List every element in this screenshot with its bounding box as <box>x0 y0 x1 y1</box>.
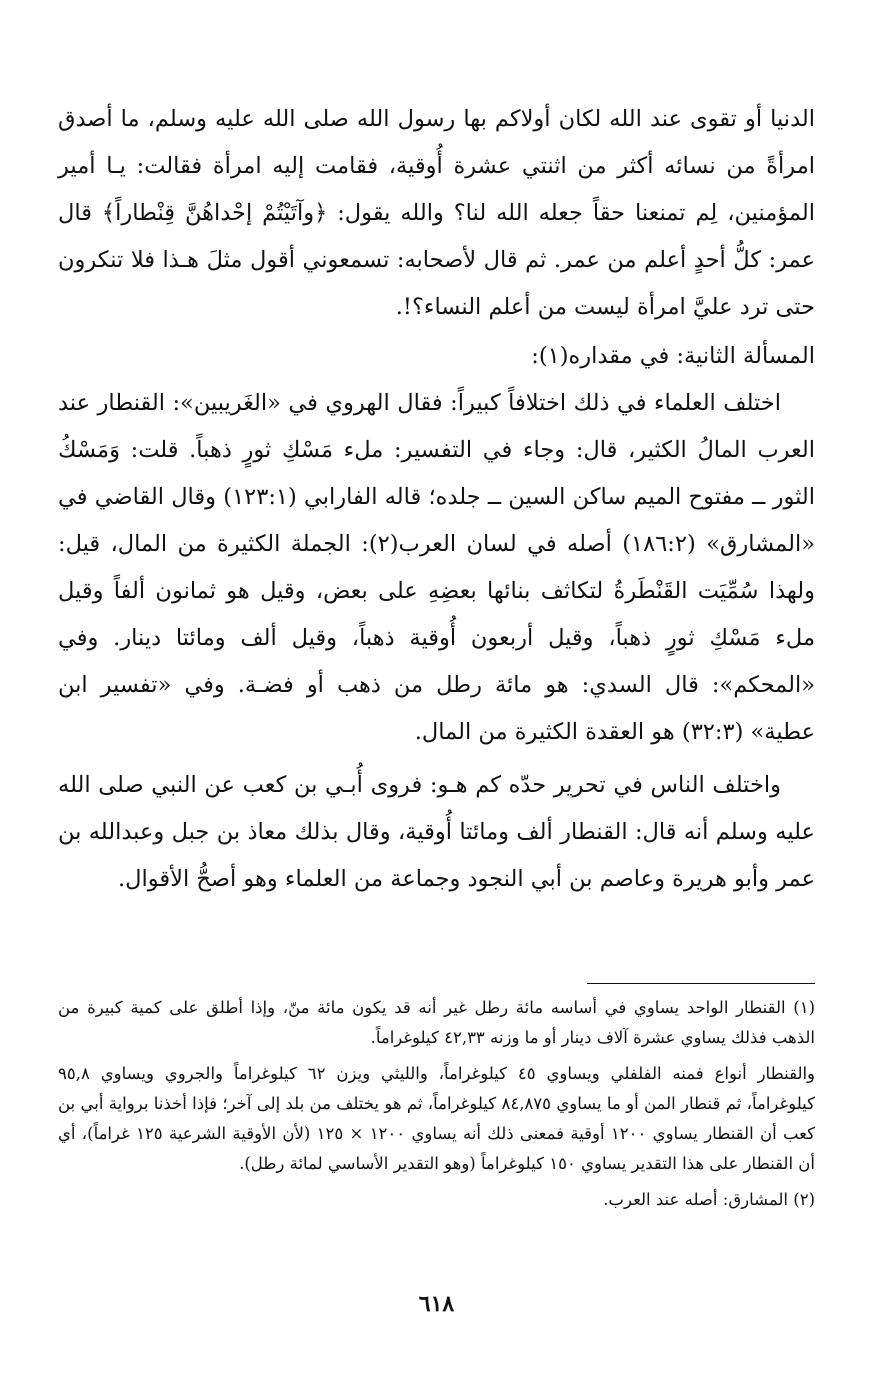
paragraph: واختلف الناس في تحرير حدّه كم هـو: فروى أُبـي بن كعب عن النبي صلى الله عليه وسلم أنه قال: القنطار ألف ومائتا أُوقية، وقال بذلك معاذ بن جبل وعبدالله بن عمر وأبو هريرة وعاصم بن أبي النجود وجماعة من العلماء وهو أصحُّ الأقوال. <box>58 772 815 892</box>
footnote-1: (١) القنطار الواحد يساوي في أساسه مائة رطل غير أنه قد يكون مائة منّ، وإذا أطلق على كمية كبيرة من الذهب فذلك يساوي عشرة آلاف دينار أو ما وزنه ٤٢,٣٣ كيلوغراماً. <box>58 998 815 1047</box>
page-number: ٦١٨ <box>418 1291 455 1317</box>
paragraph: اختلف العلماء في ذلك اختلافاً كبيراً: فقال الهروي في «الغَريبين»: القنطار عند العرب المالُ الكثير، قال: وجاء في التفسير: ملء مَسْكِ ثورٍ ذهباً. قلت: وَمَسْكُ الثور ــ مفتوح الميم ساكن السين ــ جلده؛ قاله الفارابي (١٢٣:١) وقال القاضي في «المشارق» (١٨٦:٢) أصله في لسان العرب(٢): الجملة الكثيرة من المال، قيل: ولهذا سُمِّيَت القَنْطَرةُ لتكاثف بنائها بعضِهِ على بعض، وقيل هو ثمانون ألفاً وقيل ملء مَسْكِ ثورٍ ذهباً، وقيل أربعون أُوقية ذهباً، وقيل ألف ومائتا دينار. وفي «المحكم»: قال السدي: هو مائة رطل من ذهب أو فضـة. وفي «تفسير ابن عطية» (٣٢:٣) هو العقدة الكثيرة من المال. <box>58 390 816 745</box>
footnote-2: (٢) المشارق: أصله عند العرب. <box>603 1190 815 1209</box>
main-text <box>58 96 815 903</box>
paragraph-continuation: الدنيا أو تقوى عند الله لكان أولاكم بها رسول الله صلى الله عليه وسلم، ما أصدق امرأةً من نسائه أكثر من اثنتي عشرة أُوقية، فقامت إليه امرأة فقالت: يـا أمير المؤمنين، لِم تمنعنا حقاً جعله الله لنا؟ والله يقول: ﴿وآتَيْتُمْ إحْداهُنَّ قِنْطاراً﴾ قال عمر: كلُّ أحدٍ أعلم من عمر. ثم قال لأصحابه: تسمعوني أقول مثلَ هـذا فلا تنكرون حتى ترد عليَّ امرأة ليست من أعلم النساء؟!. <box>58 106 815 320</box>
footnote-1-continued: والقنطار أنواع فمنه الفلفلي ويساوي ٤٥ كيلوغراماً، والليثي ويزن ٦٢ كيلوغراماً والجروي ويساوي ٩٥,٨ كيلوغراماً، ثم قنطار المن أو ما يساوي ٨٤,٨٧٥ كيلوغراماً، ثم هو يختلف من بلد إلى آخر؛ فإذا أخذنا برواية أبي بن كعب أن القنطار يساوي ١٢٠٠ أوقية فمعنى ذلك أنه يساوي ١٢٠٠ × ١٢٥ (لأن الأوقية الشرعية ١٢٥ غراماً)، أي أن القنطار على هذا التقدير يساوي ١٥٠ كيلوغراماً (وهو التقدير الأساسي لمائة رطل). <box>58 1064 816 1173</box>
section-heading: المسألة الثانية: في مقداره(١): <box>531 343 815 369</box>
footnotes <box>58 993 815 1215</box>
footnote-divider <box>587 983 815 984</box>
